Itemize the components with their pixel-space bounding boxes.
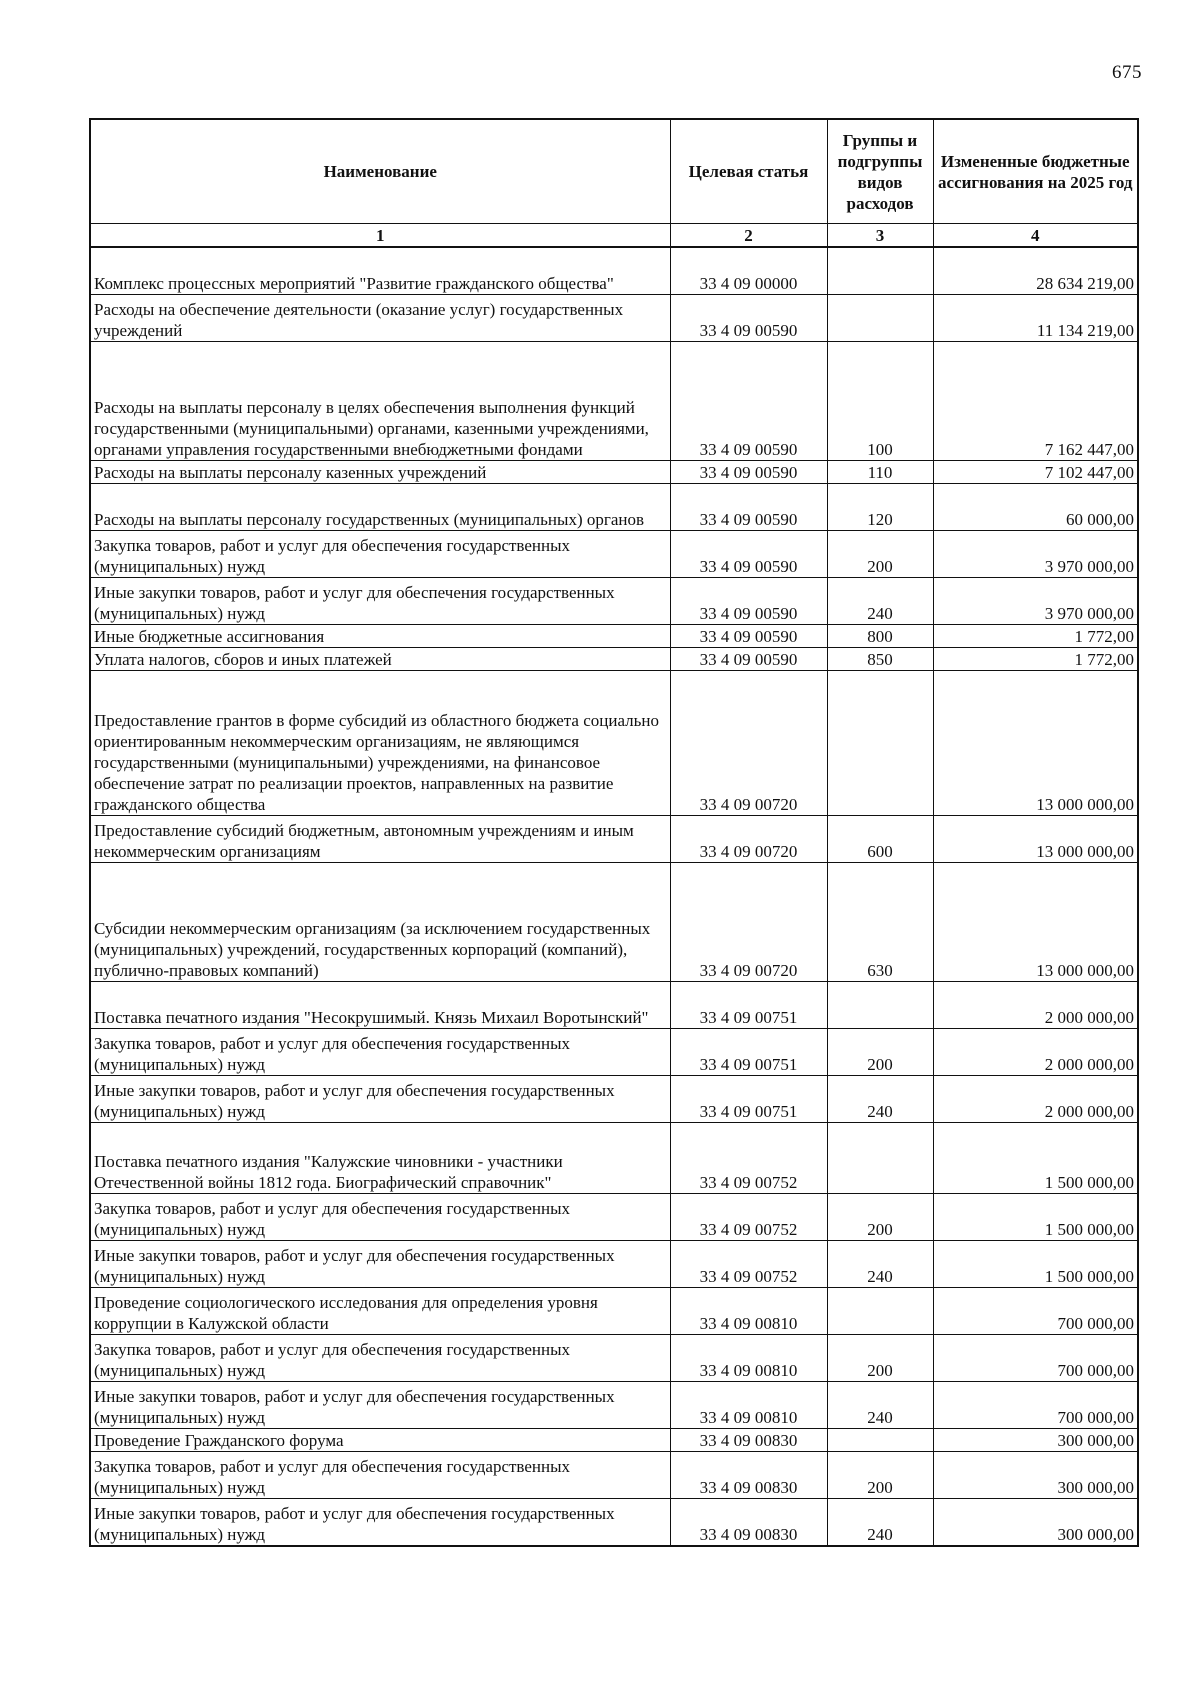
row-target-article: 33 4 09 00590 xyxy=(670,648,827,671)
row-target-article: 33 4 09 00590 xyxy=(670,625,827,648)
table-row xyxy=(90,1076,1138,1123)
row-name: Закупка товаров, работ и услуг для обеспечения государственных (муниципальных) нужд xyxy=(90,531,670,578)
row-name: Расходы на выплаты персоналу государственных (муниципальных) органов xyxy=(90,484,670,531)
header-row xyxy=(90,119,1138,224)
row-expense-group: 240 xyxy=(827,1499,933,1547)
row-expense-group: 200 xyxy=(827,1194,933,1241)
row-name: Иные закупки товаров, работ и услуг для обеспечения государственных (муниципальных) нужд xyxy=(90,1241,670,1288)
column-number-row xyxy=(90,224,1138,248)
row-name: Расходы на выплаты персоналу казенных учреждений xyxy=(90,461,670,484)
row-amount: 60 000,00 xyxy=(933,484,1138,531)
budget-table xyxy=(89,118,1139,1547)
row-target-article: 33 4 09 00752 xyxy=(670,1123,827,1194)
row-expense-group xyxy=(827,247,933,295)
row-expense-group: 240 xyxy=(827,1076,933,1123)
row-expense-group: 200 xyxy=(827,1029,933,1076)
row-amount: 300 000,00 xyxy=(933,1452,1138,1499)
row-amount: 13 000 000,00 xyxy=(933,863,1138,982)
row-amount: 11 134 219,00 xyxy=(933,295,1138,342)
row-name: Закупка товаров, работ и услуг для обеспечения государственных (муниципальных) нужд xyxy=(90,1194,670,1241)
row-expense-group xyxy=(827,1288,933,1335)
table-row xyxy=(90,1029,1138,1076)
table-row xyxy=(90,1123,1138,1194)
row-name: Расходы на выплаты персоналу в целях обеспечения выполнения функций государственными (муниципальными) органами, казенными учреждениями, органами управления государственными внебюджетными фондами xyxy=(90,342,670,461)
row-target-article: 33 4 09 00590 xyxy=(670,295,827,342)
row-expense-group: 240 xyxy=(827,578,933,625)
row-expense-group: 600 xyxy=(827,816,933,863)
row-name: Предоставление субсидий бюджетным, автономным учреждениям и иным некоммерческим организациям xyxy=(90,816,670,863)
table-row xyxy=(90,342,1138,461)
row-name: Поставка печатного издания "Несокрушимый. Князь Михаил Воротынский" xyxy=(90,982,670,1029)
row-target-article: 33 4 09 00830 xyxy=(670,1429,827,1452)
table-row xyxy=(90,863,1138,982)
table-row xyxy=(90,461,1138,484)
row-amount: 7 102 447,00 xyxy=(933,461,1138,484)
row-expense-group xyxy=(827,982,933,1029)
row-target-article: 33 4 09 00810 xyxy=(670,1382,827,1429)
row-target-article: 33 4 09 00000 xyxy=(670,247,827,295)
row-amount: 700 000,00 xyxy=(933,1382,1138,1429)
table-row xyxy=(90,484,1138,531)
header-expense-group: Группы и подгруппы видов расходов xyxy=(827,119,933,224)
row-expense-group xyxy=(827,295,933,342)
table-row xyxy=(90,531,1138,578)
row-target-article: 33 4 09 00810 xyxy=(670,1288,827,1335)
row-name: Иные закупки товаров, работ и услуг для обеспечения государственных (муниципальных) нужд xyxy=(90,1499,670,1547)
row-target-article: 33 4 09 00590 xyxy=(670,342,827,461)
row-amount: 1 772,00 xyxy=(933,648,1138,671)
row-amount: 1 772,00 xyxy=(933,625,1138,648)
row-amount: 2 000 000,00 xyxy=(933,982,1138,1029)
header-name: Наименование xyxy=(90,119,670,224)
row-amount: 700 000,00 xyxy=(933,1335,1138,1382)
row-expense-group: 240 xyxy=(827,1241,933,1288)
row-target-article: 33 4 09 00590 xyxy=(670,461,827,484)
table-row xyxy=(90,1499,1138,1547)
row-target-article: 33 4 09 00752 xyxy=(670,1241,827,1288)
row-amount: 7 162 447,00 xyxy=(933,342,1138,461)
row-target-article: 33 4 09 00590 xyxy=(670,484,827,531)
row-name: Закупка товаров, работ и услуг для обеспечения государственных (муниципальных) нужд xyxy=(90,1452,670,1499)
table-row xyxy=(90,982,1138,1029)
row-name: Иные закупки товаров, работ и услуг для обеспечения государственных (муниципальных) нужд xyxy=(90,1382,670,1429)
table-row xyxy=(90,247,1138,295)
row-target-article: 33 4 09 00751 xyxy=(670,1076,827,1123)
row-name: Иные закупки товаров, работ и услуг для обеспечения государственных (муниципальных) нужд xyxy=(90,578,670,625)
row-target-article: 33 4 09 00751 xyxy=(670,1029,827,1076)
table-row xyxy=(90,816,1138,863)
table-row xyxy=(90,295,1138,342)
row-amount: 2 000 000,00 xyxy=(933,1029,1138,1076)
row-expense-group: 200 xyxy=(827,1452,933,1499)
row-name: Поставка печатного издания "Калужские чиновники - участники Отечественной войны 1812 года. Биографический справочник" xyxy=(90,1123,670,1194)
table-row xyxy=(90,578,1138,625)
row-target-article: 33 4 09 00751 xyxy=(670,982,827,1029)
table-header xyxy=(90,119,1138,247)
row-amount: 13 000 000,00 xyxy=(933,671,1138,816)
row-amount: 1 500 000,00 xyxy=(933,1194,1138,1241)
row-amount: 300 000,00 xyxy=(933,1499,1138,1547)
row-expense-group xyxy=(827,1429,933,1452)
row-expense-group: 630 xyxy=(827,863,933,982)
row-amount: 700 000,00 xyxy=(933,1288,1138,1335)
table-row xyxy=(90,1335,1138,1382)
row-amount: 13 000 000,00 xyxy=(933,816,1138,863)
page-number: 675 xyxy=(1112,62,1142,83)
row-name: Уплата налогов, сборов и иных платежей xyxy=(90,648,670,671)
row-target-article: 33 4 09 00720 xyxy=(670,816,827,863)
column-number: 1 xyxy=(90,224,670,248)
row-expense-group: 240 xyxy=(827,1382,933,1429)
table-row xyxy=(90,1241,1138,1288)
row-name: Предоставление грантов в форме субсидий из областного бюджета социально ориентированным некоммерческим организациям, не являющимся государственными (муниципальными) учреждениями, на финансовое обеспечение затрат по реализации проектов, направленных на развитие гражданского общества xyxy=(90,671,670,816)
row-expense-group: 200 xyxy=(827,531,933,578)
table-row xyxy=(90,1288,1138,1335)
row-target-article: 33 4 09 00810 xyxy=(670,1335,827,1382)
row-target-article: 33 4 09 00752 xyxy=(670,1194,827,1241)
row-name: Проведение Гражданского форума xyxy=(90,1429,670,1452)
row-target-article: 33 4 09 00590 xyxy=(670,531,827,578)
table-row xyxy=(90,625,1138,648)
row-expense-group xyxy=(827,1123,933,1194)
row-expense-group: 850 xyxy=(827,648,933,671)
row-amount: 2 000 000,00 xyxy=(933,1076,1138,1123)
row-name: Иные бюджетные ассигнования xyxy=(90,625,670,648)
row-amount: 300 000,00 xyxy=(933,1429,1138,1452)
row-expense-group: 100 xyxy=(827,342,933,461)
row-target-article: 33 4 09 00720 xyxy=(670,863,827,982)
row-name: Субсидии некоммерческим организациям (за исключением государственных (муниципальных) учреждений, государственных корпораций (компаний), публично-правовых компаний) xyxy=(90,863,670,982)
row-target-article: 33 4 09 00590 xyxy=(670,578,827,625)
column-number: 3 xyxy=(827,224,933,248)
row-amount: 28 634 219,00 xyxy=(933,247,1138,295)
header-budget-allocation: Измененные бюджетные ассигнования на 2025 год xyxy=(933,119,1138,224)
row-amount: 3 970 000,00 xyxy=(933,578,1138,625)
row-expense-group: 110 xyxy=(827,461,933,484)
row-amount: 1 500 000,00 xyxy=(933,1241,1138,1288)
column-number: 4 xyxy=(933,224,1138,248)
table-row xyxy=(90,1382,1138,1429)
table-row xyxy=(90,1194,1138,1241)
row-expense-group xyxy=(827,671,933,816)
table-row xyxy=(90,648,1138,671)
table-body xyxy=(90,247,1138,1546)
table-row xyxy=(90,1452,1138,1499)
table-row xyxy=(90,1429,1138,1452)
row-name: Расходы на обеспечение деятельности (оказание услуг) государственных учреждений xyxy=(90,295,670,342)
table-row xyxy=(90,671,1138,816)
row-target-article: 33 4 09 00830 xyxy=(670,1499,827,1547)
row-expense-group: 120 xyxy=(827,484,933,531)
row-name: Комплекс процессных мероприятий "Развитие гражданского общества" xyxy=(90,247,670,295)
header-target-article: Целевая статья xyxy=(670,119,827,224)
row-expense-group: 800 xyxy=(827,625,933,648)
row-target-article: 33 4 09 00830 xyxy=(670,1452,827,1499)
row-name: Проведение социологического исследования для определения уровня коррупции в Калужской области xyxy=(90,1288,670,1335)
row-name: Иные закупки товаров, работ и услуг для обеспечения государственных (муниципальных) нужд xyxy=(90,1076,670,1123)
row-amount: 1 500 000,00 xyxy=(933,1123,1138,1194)
row-amount: 3 970 000,00 xyxy=(933,531,1138,578)
row-name: Закупка товаров, работ и услуг для обеспечения государственных (муниципальных) нужд xyxy=(90,1029,670,1076)
row-target-article: 33 4 09 00720 xyxy=(670,671,827,816)
column-number: 2 xyxy=(670,224,827,248)
row-name: Закупка товаров, работ и услуг для обеспечения государственных (муниципальных) нужд xyxy=(90,1335,670,1382)
row-expense-group: 200 xyxy=(827,1335,933,1382)
